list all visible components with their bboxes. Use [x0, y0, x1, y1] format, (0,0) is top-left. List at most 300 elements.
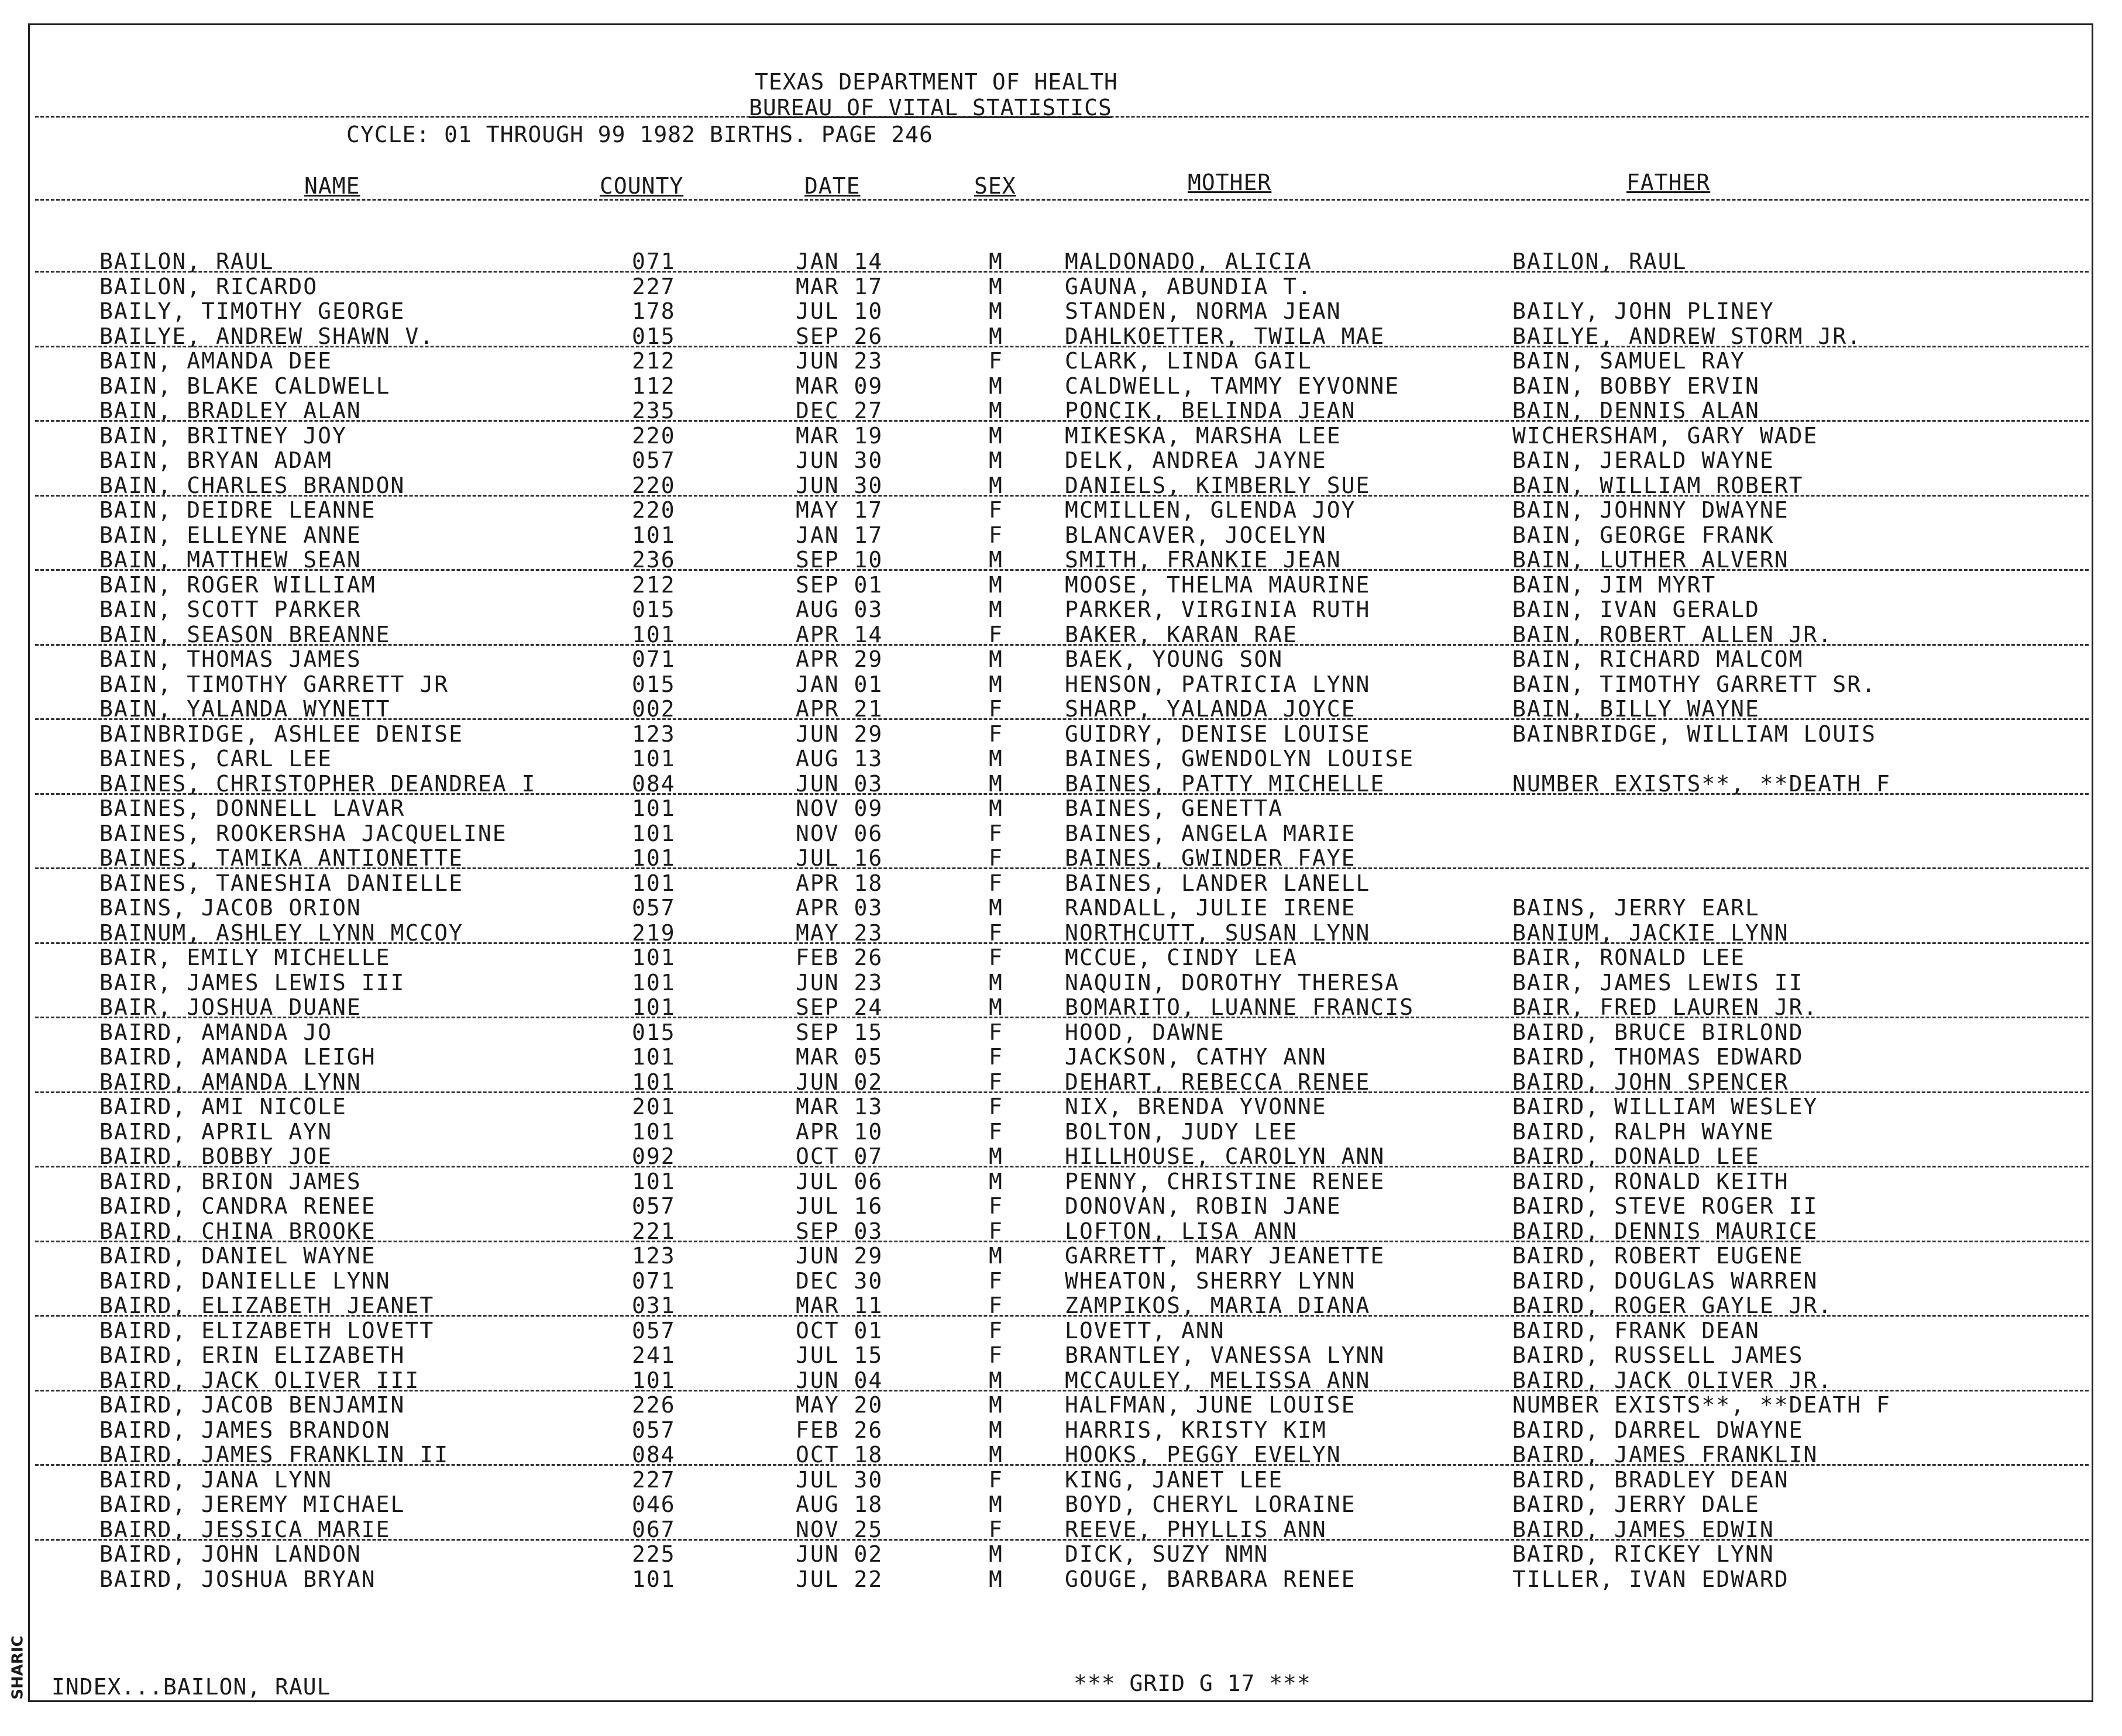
cell-father: BANIUM, JACKIE LYNN — [1512, 919, 1789, 946]
cell-date: MAY 20 — [796, 1392, 883, 1418]
cell-name: BAIN, DEIDRE LEANNE — [99, 497, 376, 523]
table-row — [0, 373, 2122, 398]
cell-mother: BRANTLEY, VANESSA LYNN — [1065, 1342, 1385, 1368]
cell-mother: HARRIS, KRISTY KIM — [1065, 1417, 1327, 1443]
table-row — [0, 249, 2122, 273]
table-row — [0, 522, 2122, 547]
cell-mother: CALDWELL, TAMMY EYVONNE — [1065, 373, 1400, 399]
cell-sex: M — [989, 1392, 1003, 1418]
row-group-rule — [35, 793, 2089, 795]
cell-name: BAIRD, CHINA BROOKE — [99, 1218, 376, 1244]
table-row — [0, 870, 2122, 895]
table-row — [0, 696, 2122, 721]
cell-name: BAIRD, JAMES FRANKLIN II — [99, 1442, 449, 1468]
cell-father: BAIRD, STEVE ROGER II — [1512, 1193, 1818, 1219]
cell-mother: HOOD, DAWNE — [1065, 1019, 1225, 1045]
cell-name: BAINES, DONNELL LAVAR — [99, 795, 405, 821]
cell-sex: F — [989, 1193, 1003, 1219]
cell-name: BAIRD, ELIZABETH JEANET — [99, 1293, 435, 1318]
cell-mother: BAINES, GWINDER FAYE — [1065, 845, 1356, 871]
cell-county: 123 — [632, 721, 676, 747]
cell-date: JUL 15 — [796, 1342, 883, 1368]
cell-sex: M — [989, 273, 1003, 299]
cell-mother: REEVE, PHYLLIS ANN — [1065, 1516, 1327, 1542]
cell-county: 101 — [632, 1118, 676, 1145]
cell-sex: M — [989, 422, 1003, 449]
cell-sex: M — [989, 1566, 1003, 1592]
table-row — [0, 447, 2122, 472]
row-group-rule — [35, 1241, 2089, 1242]
table-row — [0, 945, 2122, 969]
cell-father: BAIRD, RICKEY LYNN — [1512, 1541, 1774, 1567]
cell-sex: M — [989, 1367, 1003, 1393]
cell-county: 227 — [632, 273, 676, 299]
cell-father: BAIN, IVAN GERALD — [1512, 597, 1760, 622]
cell-mother: BAKER, KARAN RAE — [1065, 621, 1298, 647]
cell-sex: F — [989, 1516, 1003, 1542]
cell-mother: PONCIK, BELINDA JEAN — [1065, 398, 1356, 423]
cell-mother: MCCAULEY, MELISSA ANN — [1065, 1367, 1371, 1393]
cell-mother: DEHART, REBECCA RENEE — [1065, 1069, 1371, 1095]
cell-sex: M — [989, 597, 1003, 622]
table-row — [0, 1342, 2122, 1367]
cell-name: BAIN, BLAKE CALDWELL — [99, 373, 391, 399]
cell-sex: M — [989, 795, 1003, 821]
table-row — [0, 1243, 2122, 1267]
cell-sex: F — [989, 721, 1003, 747]
cell-sex: M — [989, 1541, 1003, 1567]
cell-mother: DELK, ANDREA JAYNE — [1065, 447, 1327, 473]
cell-father: BAIN, RICHARD MALCOM — [1512, 646, 1804, 672]
cell-father: BAIN, JERALD WAYNE — [1512, 447, 1774, 473]
row-group-rule — [35, 495, 2089, 497]
cell-mother: PARKER, VIRGINIA RUTH — [1065, 597, 1371, 622]
cell-mother: LOFTON, LISA ANN — [1065, 1218, 1298, 1244]
cell-father: BAIN, SAMUEL RAY — [1512, 348, 1746, 374]
cell-county: 015 — [632, 671, 676, 697]
cell-mother: MOOSE, THELMA MAURINE — [1065, 571, 1371, 598]
table-row — [0, 1119, 2122, 1143]
cell-county: 015 — [632, 597, 676, 622]
row-group-rule — [35, 420, 2089, 422]
table-row — [0, 622, 2122, 646]
col-sex-header: SEX — [974, 173, 1016, 199]
cell-date: JUN 04 — [796, 1367, 883, 1393]
cell-father: BAIRD, JACK OLIVER JR. — [1512, 1367, 1833, 1393]
cell-father: TILLER, IVAN EDWARD — [1512, 1566, 1789, 1592]
cell-date: JUN 02 — [796, 1069, 883, 1095]
table-row — [0, 1392, 2122, 1417]
cell-county: 101 — [632, 845, 676, 871]
cell-sex: F — [989, 696, 1003, 722]
table-row — [0, 671, 2122, 696]
cell-father: BAIRD, JOHN SPENCER — [1512, 1069, 1789, 1095]
cell-father: BAILON, RAUL — [1512, 249, 1687, 274]
table-row — [0, 821, 2122, 845]
cell-mother: LOVETT, ANN — [1065, 1317, 1225, 1344]
cell-sex: F — [989, 1218, 1003, 1244]
cell-sex: F — [989, 845, 1003, 871]
cell-name: BAIRD, JACOB BENJAMIN — [99, 1392, 405, 1418]
cell-name: BAIRD, AMANDA LYNN — [99, 1069, 362, 1095]
cell-county: 101 — [632, 820, 676, 846]
cell-name: BAIN, TIMOTHY GARRETT JR — [99, 671, 449, 697]
row-group-rule — [35, 644, 2089, 646]
table-row — [0, 1417, 2122, 1442]
table-row — [0, 895, 2122, 919]
cell-father: BAIRD, WILLIAM WESLEY — [1512, 1094, 1818, 1120]
row-group-rule — [35, 1091, 2089, 1093]
cell-date: JUN 29 — [796, 721, 883, 747]
cell-date: JUN 30 — [796, 447, 883, 473]
cell-name: BAIRD, BOBBY JOE — [99, 1143, 333, 1169]
cell-mother: BAINES, GWENDOLYN LOUISE — [1065, 746, 1415, 771]
cell-name: BAIRD, DANIELLE LYNN — [99, 1267, 391, 1294]
row-group-rule — [35, 1390, 2089, 1391]
cell-date: SEP 26 — [796, 323, 883, 349]
cell-mother: MCCUE, CINDY LEA — [1065, 945, 1298, 970]
table-row — [0, 1044, 2122, 1069]
cell-date: MAR 05 — [796, 1044, 883, 1070]
cell-mother: GARRETT, MARY JEANETTE — [1065, 1243, 1385, 1269]
cell-county: 112 — [632, 373, 676, 399]
cell-mother: RANDALL, JULIE IRENE — [1065, 895, 1356, 921]
cell-name: BAIRD, JEREMY MICHAEL — [99, 1492, 405, 1517]
cell-father: BAIRD, RUSSELL JAMES — [1512, 1342, 1804, 1368]
cell-mother: ZAMPIKOS, MARIA DIANA — [1065, 1293, 1371, 1318]
cell-father: NUMBER EXISTS**, **DEATH F — [1512, 1392, 1891, 1418]
cell-county: 123 — [632, 1243, 676, 1269]
cell-mother: MIKESKA, MARSHA LEE — [1065, 422, 1342, 449]
cell-county: 071 — [632, 249, 676, 274]
cell-sex: F — [989, 1069, 1003, 1095]
cell-father: WICHERSHAM, GARY WADE — [1512, 422, 1818, 449]
cell-father: BAIN, LUTHER ALVERN — [1512, 547, 1789, 573]
cell-mother: BAINES, PATTY MICHELLE — [1065, 770, 1385, 797]
cell-father: BAIRD, ROGER GAYLE JR. — [1512, 1293, 1833, 1318]
cell-mother: BAINES, ANGELA MARIE — [1065, 820, 1356, 846]
cell-father: BAIRD, DENNIS MAURICE — [1512, 1218, 1818, 1244]
cell-father: BAIRD, RONALD KEITH — [1512, 1168, 1789, 1194]
cell-date: AUG 18 — [796, 1492, 883, 1517]
cell-mother: GUIDRY, DENISE LOUISE — [1065, 721, 1371, 747]
cell-father: BAIRD, JERRY DALE — [1512, 1492, 1760, 1517]
cell-date: OCT 18 — [796, 1442, 883, 1468]
cell-father: BAIRD, RALPH WAYNE — [1512, 1118, 1774, 1145]
cell-mother: BOYD, CHERYL LORAINE — [1065, 1492, 1356, 1517]
row-group-rule — [35, 1315, 2089, 1317]
cell-county: 057 — [632, 895, 676, 921]
footer-index: INDEX...BAILON, RAUL — [51, 1674, 331, 1700]
cell-sex: M — [989, 323, 1003, 349]
cell-name: BAIRD, JACK OLIVER III — [99, 1367, 420, 1393]
cell-county: 241 — [632, 1342, 676, 1368]
col-county-header: COUNTY — [600, 173, 684, 199]
cell-county: 092 — [632, 1143, 676, 1169]
table-row — [0, 298, 2122, 323]
cell-county: 101 — [632, 870, 676, 896]
table-row — [0, 1467, 2122, 1492]
cell-date: JUL 22 — [796, 1566, 883, 1592]
cell-mother: JACKSON, CATHY ANN — [1065, 1044, 1327, 1070]
table-row — [0, 1368, 2122, 1392]
cell-name: BAIN, CHARLES BRANDON — [99, 472, 405, 498]
cell-county: 236 — [632, 547, 676, 573]
cell-mother: KING, JANET LEE — [1065, 1466, 1284, 1493]
cell-sex: F — [989, 1293, 1003, 1318]
cell-sex: M — [989, 398, 1003, 423]
cell-father: BAIN, GEORGE FRANK — [1512, 522, 1774, 548]
cell-sex: F — [989, 621, 1003, 647]
cell-father: BAIRD, DONALD LEE — [1512, 1143, 1760, 1169]
cell-father: BAIN, BILLY WAYNE — [1512, 696, 1760, 722]
table-row — [0, 994, 2122, 1019]
cell-name: BAILON, RAUL — [99, 249, 274, 274]
header-rule-top — [35, 116, 2089, 118]
cell-date: MAR 11 — [796, 1293, 883, 1318]
cell-sex: F — [989, 919, 1003, 946]
cell-date: APR 21 — [796, 696, 883, 722]
cell-name: BAIN, BRYAN ADAM — [99, 447, 333, 473]
cell-name: BAINES, TAMIKA ANTIONETTE — [99, 845, 463, 871]
cell-mother: STANDEN, NORMA JEAN — [1065, 298, 1342, 324]
cell-county: 101 — [632, 621, 676, 647]
cell-date: MAY 17 — [796, 497, 883, 523]
cell-mother: HALFMAN, JUNE LOUISE — [1065, 1392, 1356, 1418]
table-row — [0, 547, 2122, 571]
cell-mother: BAEK, YOUNG SON — [1065, 646, 1284, 672]
cell-father: BAIRD, JAMES FRANKLIN — [1512, 1442, 1818, 1468]
cell-county: 101 — [632, 994, 676, 1020]
cell-sex: M — [989, 969, 1003, 996]
cell-name: BAIRD, JANA LYNN — [99, 1466, 333, 1493]
cell-father: BAIRD, DARREL DWAYNE — [1512, 1417, 1804, 1443]
cell-mother: MALDONADO, ALICIA — [1065, 249, 1312, 274]
cell-mother: NAQUIN, DOROTHY THERESA — [1065, 969, 1400, 996]
cell-name: BAIRD, ELIZABETH LOVETT — [99, 1317, 435, 1344]
cell-mother: SHARP, YALANDA JOYCE — [1065, 696, 1356, 722]
cell-county: 201 — [632, 1094, 676, 1120]
table-row — [0, 795, 2122, 820]
cell-mother: SMITH, FRANKIE JEAN — [1065, 547, 1342, 573]
cell-name: BAIN, THOMAS JAMES — [99, 646, 362, 672]
cell-county: 101 — [632, 1044, 676, 1070]
cell-mother: PENNY, CHRISTINE RENEE — [1065, 1168, 1385, 1194]
cell-sex: M — [989, 298, 1003, 324]
cell-name: BAIR, JAMES LEWIS III — [99, 969, 405, 996]
cell-sex: M — [989, 249, 1003, 274]
header-department: TEXAS DEPARTMENT OF HEALTH — [755, 69, 1118, 95]
row-group-rule — [35, 1166, 2089, 1167]
cell-date: JUL 10 — [796, 298, 883, 324]
cell-father: BAIN, DENNIS ALAN — [1512, 398, 1760, 423]
cell-date: APR 18 — [796, 870, 883, 896]
cell-sex: M — [989, 1168, 1003, 1194]
cell-sex: F — [989, 1267, 1003, 1294]
cell-name: BAIRD, CANDRA RENEE — [99, 1193, 376, 1219]
cell-mother: BAINES, LANDER LANELL — [1065, 870, 1371, 896]
cell-mother: DAHLKOETTER, TWILA MAE — [1065, 323, 1385, 349]
cell-date: NOV 25 — [796, 1516, 883, 1542]
table-row — [0, 1268, 2122, 1293]
cell-county: 220 — [632, 422, 676, 449]
cell-date: JUN 30 — [796, 472, 883, 498]
cell-date: SEP 15 — [796, 1019, 883, 1045]
cell-name: BAINUM, ASHLEY LYNN MCCOY — [99, 919, 463, 946]
cell-date: JUL 16 — [796, 1193, 883, 1219]
col-date-header: DATE — [804, 173, 861, 199]
cell-name: BAIR, EMILY MICHELLE — [99, 945, 391, 970]
cell-father: BAINBRIDGE, WILLIAM LOUIS — [1512, 721, 1876, 747]
table-row — [0, 597, 2122, 621]
cell-county: 071 — [632, 646, 676, 672]
cell-date: AUG 03 — [796, 597, 883, 622]
cell-sex: M — [989, 646, 1003, 672]
cell-county: 178 — [632, 298, 676, 324]
table-row — [0, 1442, 2122, 1466]
cell-name: BAIRD, AMANDA JO — [99, 1019, 333, 1045]
table-row — [0, 398, 2122, 422]
cell-name: BAIN, ELLEYNE ANNE — [99, 522, 362, 548]
cell-county: 101 — [632, 1168, 676, 1194]
table-row — [0, 1492, 2122, 1516]
cell-father: BAIN, JIM MYRT — [1512, 571, 1717, 598]
table-row — [0, 771, 2122, 795]
cell-name: BAIRD, APRIL AYN — [99, 1118, 333, 1145]
table-row — [0, 423, 2122, 447]
cell-county: 227 — [632, 1466, 676, 1493]
cell-date: JUN 23 — [796, 348, 883, 374]
cell-date: JAN 01 — [796, 671, 883, 697]
table-row — [0, 497, 2122, 522]
cell-date: SEP 24 — [796, 994, 883, 1020]
table-row — [0, 1193, 2122, 1218]
cell-father: BAIRD, ROBERT EUGENE — [1512, 1243, 1804, 1269]
cell-father: BAIR, FRED LAUREN JR. — [1512, 994, 1818, 1020]
cell-name: BAINES, CHRISTOPHER DEANDREA I — [99, 770, 536, 797]
side-stamp-text: SHARIC — [9, 1635, 27, 1700]
cell-name: BAIRD, ERIN ELIZABETH — [99, 1342, 405, 1368]
cell-date: JUL 30 — [796, 1466, 883, 1493]
cell-mother: DANIELS, KIMBERLY SUE — [1065, 472, 1371, 498]
row-group-rule — [35, 718, 2089, 720]
cell-father: BAIRD, FRANK DEAN — [1512, 1317, 1760, 1344]
cell-mother: NORTHCUTT, SUSAN LYNN — [1065, 919, 1371, 946]
cell-name: BAIRD, BRION JAMES — [99, 1168, 362, 1194]
cell-name: BAINBRIDGE, ASHLEE DENISE — [99, 721, 463, 747]
cell-sex: M — [989, 746, 1003, 771]
cell-date: MAR 13 — [796, 1094, 883, 1120]
cell-mother: GAUNA, ABUNDIA T. — [1065, 273, 1312, 299]
row-group-rule — [35, 867, 2089, 869]
cell-sex: M — [989, 571, 1003, 598]
cell-sex: M — [989, 994, 1003, 1020]
cell-mother: BLANCAVER, JOCELYN — [1065, 522, 1327, 548]
row-group-rule — [35, 569, 2089, 571]
cell-date: APR 29 — [796, 646, 883, 672]
header-rule-columns — [35, 199, 2089, 201]
cell-name: BAIRD, AMI NICOLE — [99, 1094, 347, 1120]
cell-date: MAR 09 — [796, 373, 883, 399]
cell-name: BAIRD, JOSHUA BRYAN — [99, 1566, 376, 1592]
cell-name: BAIRD, JAMES BRANDON — [99, 1417, 391, 1443]
cell-sex: F — [989, 1044, 1003, 1070]
cell-date: AUG 13 — [796, 746, 883, 771]
cell-county: 084 — [632, 770, 676, 797]
cell-county: 101 — [632, 945, 676, 970]
table-row — [0, 746, 2122, 770]
cell-date: JAN 14 — [796, 249, 883, 274]
cell-county: 221 — [632, 1218, 676, 1244]
cell-county: 057 — [632, 1417, 676, 1443]
cell-date: NOV 09 — [796, 795, 883, 821]
col-mother-header: MOTHER — [1188, 170, 1272, 195]
cell-sex: M — [989, 895, 1003, 921]
cell-name: BAIRD, JESSICA MARIE — [99, 1516, 391, 1542]
cell-county: 071 — [632, 1267, 676, 1294]
cell-name: BAIN, AMANDA DEE — [99, 348, 333, 374]
table-row — [0, 1293, 2122, 1317]
table-row — [0, 1566, 2122, 1591]
cell-date: SEP 10 — [796, 547, 883, 573]
cell-date: SEP 03 — [796, 1218, 883, 1244]
cell-sex: F — [989, 497, 1003, 523]
cell-date: MAY 23 — [796, 919, 883, 946]
cell-father: BAIR, RONALD LEE — [1512, 945, 1746, 970]
cell-county: 101 — [632, 1367, 676, 1393]
cell-father: BAIRD, THOMAS EDWARD — [1512, 1044, 1804, 1070]
cell-date: JUN 23 — [796, 969, 883, 996]
cell-sex: F — [989, 522, 1003, 548]
cell-father: BAILYE, ANDREW STORM JR. — [1512, 323, 1862, 349]
cell-mother: DICK, SUZY NMN — [1065, 1541, 1269, 1567]
cell-name: BAIN, BRADLEY ALAN — [99, 398, 362, 423]
cell-name: BAIN, BRITNEY JOY — [99, 422, 347, 449]
cell-mother: GOUGE, BARBARA RENEE — [1065, 1566, 1356, 1592]
cell-county: 015 — [632, 323, 676, 349]
cell-sex: M — [989, 547, 1003, 573]
cell-county: 220 — [632, 497, 676, 523]
cell-father: BAIN, JOHNNY DWAYNE — [1512, 497, 1789, 523]
cell-sex: M — [989, 447, 1003, 473]
cell-father: BAIRD, BRUCE BIRLOND — [1512, 1019, 1804, 1045]
col-name-header: NAME — [304, 173, 360, 199]
cell-date: APR 03 — [796, 895, 883, 921]
cell-county: 057 — [632, 1193, 676, 1219]
cell-mother: MCMILLEN, GLENDA JOY — [1065, 497, 1356, 523]
cell-county: 057 — [632, 447, 676, 473]
cell-father: BAIN, TIMOTHY GARRETT SR. — [1512, 671, 1876, 697]
cell-name: BAIRD, AMANDA LEIGH — [99, 1044, 376, 1070]
cell-sex: M — [989, 770, 1003, 797]
cell-name: BAINES, ROOKERSHA JACQUELINE — [99, 820, 507, 846]
cell-sex: F — [989, 1019, 1003, 1045]
cell-mother: HOOKS, PEGGY EVELYN — [1065, 1442, 1342, 1468]
cell-date: OCT 01 — [796, 1317, 883, 1344]
table-row — [0, 1019, 2122, 1044]
table-row — [0, 920, 2122, 945]
cell-father: NUMBER EXISTS**, **DEATH F — [1512, 770, 1891, 797]
row-group-rule — [35, 346, 2089, 347]
cell-sex: F — [989, 1342, 1003, 1368]
cell-sex: M — [989, 1417, 1003, 1443]
cell-father: BAILY, JOHN PLINEY — [1512, 298, 1774, 324]
cell-father: BAIN, WILLIAM ROBERT — [1512, 472, 1804, 498]
table-row — [0, 845, 2122, 870]
cell-county: 046 — [632, 1492, 676, 1517]
cell-county: 015 — [632, 1019, 676, 1045]
cell-county: 101 — [632, 1069, 676, 1095]
